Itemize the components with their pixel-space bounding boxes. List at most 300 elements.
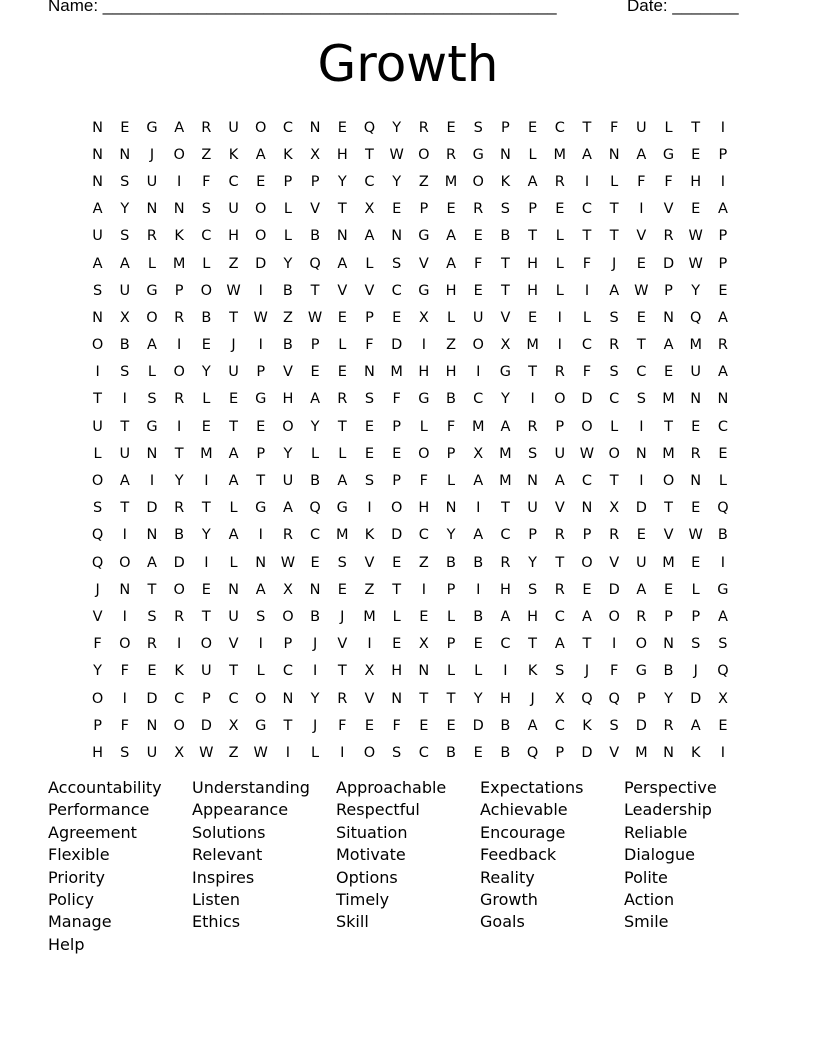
grid-letter: O bbox=[581, 418, 593, 435]
grid-letter: N bbox=[146, 201, 158, 218]
grid-letter: S bbox=[500, 201, 511, 218]
grid-letter: E bbox=[691, 418, 701, 435]
grid-letter: K bbox=[690, 744, 701, 761]
grid-letter: R bbox=[445, 146, 457, 163]
grid-letter: L bbox=[283, 228, 292, 245]
grid-letter: A bbox=[92, 255, 103, 272]
grid-letter: Y bbox=[283, 255, 293, 272]
grid-letter: S bbox=[147, 608, 157, 625]
grid-letter: R bbox=[609, 527, 620, 544]
grid-letter: A bbox=[717, 364, 728, 381]
grid-letter: L bbox=[474, 663, 483, 680]
grid-letter: T bbox=[636, 337, 646, 354]
grid-letter: X bbox=[364, 201, 375, 218]
grid-letter: H bbox=[418, 364, 430, 381]
grid-letter: Q bbox=[526, 744, 539, 761]
grid-letter: U bbox=[472, 309, 484, 326]
grid-letter: Z bbox=[418, 554, 429, 571]
grid-letter: G bbox=[146, 282, 158, 299]
grid-letter: V bbox=[636, 228, 647, 245]
grid-letter: T bbox=[446, 690, 456, 707]
word-list-item: Flexible bbox=[48, 845, 110, 865]
grid-letter: N bbox=[608, 146, 620, 163]
grid-letter: N bbox=[391, 228, 403, 245]
grid-letter: N bbox=[228, 581, 239, 598]
grid-letter: F bbox=[664, 173, 673, 190]
grid-letter: I bbox=[122, 527, 127, 544]
word-list-item: Situation bbox=[336, 822, 408, 842]
grid-letter: O bbox=[119, 554, 131, 571]
grid-letter: W bbox=[307, 309, 323, 326]
grid-letter: T bbox=[229, 418, 238, 435]
grid-letter: L bbox=[147, 364, 157, 381]
word-list-item: Performance bbox=[48, 800, 150, 820]
grid-letter: M bbox=[390, 364, 403, 381]
grid-letter: Y bbox=[283, 445, 293, 462]
grid-letter: J bbox=[340, 608, 345, 625]
grid-letter: E bbox=[392, 554, 402, 571]
grid-letter: F bbox=[446, 418, 456, 435]
grid-letter: R bbox=[527, 418, 538, 435]
grid-letter: V bbox=[337, 636, 348, 653]
grid-letter: S bbox=[609, 364, 619, 381]
grid-letter: I bbox=[720, 554, 726, 571]
grid-letter: T bbox=[201, 608, 211, 625]
grid-letter: R bbox=[500, 554, 511, 571]
grid-letter: S bbox=[120, 228, 130, 245]
grid-letter: X bbox=[473, 445, 484, 462]
grid-letter: P bbox=[664, 282, 673, 299]
grid-letter: E bbox=[446, 119, 456, 136]
grid-letter: E bbox=[392, 445, 402, 462]
grid-letter: I bbox=[476, 581, 481, 598]
grid-letter: C bbox=[282, 663, 293, 680]
name-field-label: Name: ________________________________________________ bbox=[48, 0, 557, 15]
grid-letter: B bbox=[174, 527, 185, 544]
grid-letter: C bbox=[500, 636, 511, 653]
grid-letter: B bbox=[500, 717, 511, 734]
grid-letter: V bbox=[418, 255, 429, 272]
grid-letter: B bbox=[282, 337, 293, 354]
grid-letter: R bbox=[717, 337, 728, 354]
grid-letter: S bbox=[636, 391, 646, 408]
grid-letter: W bbox=[253, 309, 268, 326]
grid-letter: T bbox=[201, 500, 211, 517]
grid-letter: W bbox=[389, 146, 404, 163]
grid-letter: G bbox=[146, 418, 158, 435]
grid-letter: E bbox=[364, 445, 375, 462]
grid-letter: C bbox=[228, 173, 239, 190]
grid-letter: I bbox=[584, 282, 590, 299]
grid-letter: T bbox=[256, 473, 266, 490]
grid-letter: E bbox=[256, 173, 266, 190]
grid-letter: L bbox=[664, 119, 673, 136]
grid-letter: B bbox=[663, 663, 674, 680]
grid-letter: P bbox=[201, 690, 211, 707]
grid-letter: Z bbox=[446, 337, 456, 354]
grid-letter: L bbox=[582, 309, 592, 326]
grid-letter: R bbox=[554, 527, 565, 544]
grid-letter: R bbox=[636, 608, 647, 625]
grid-letter: R bbox=[201, 119, 212, 136]
grid-letter: Q bbox=[309, 500, 321, 517]
grid-letter: A bbox=[717, 608, 728, 625]
grid-letter: L bbox=[610, 418, 619, 435]
grid-letter: F bbox=[582, 364, 592, 381]
grid-letter: Q bbox=[91, 554, 104, 571]
grid-letter: A bbox=[310, 391, 321, 408]
grid-letter: A bbox=[228, 473, 239, 490]
grid-letter: I bbox=[421, 581, 426, 598]
grid-letter: I bbox=[639, 418, 644, 435]
word-list-item: Motivate bbox=[336, 845, 406, 865]
grid-letter: A bbox=[473, 473, 484, 490]
grid-letter: R bbox=[690, 445, 701, 462]
grid-letter: N bbox=[690, 473, 702, 490]
grid-letter: M bbox=[553, 146, 567, 163]
grid-letter: N bbox=[119, 581, 131, 598]
grid-letter: E bbox=[201, 418, 211, 435]
grid-letter: B bbox=[446, 744, 456, 761]
grid-letter: N bbox=[255, 554, 267, 571]
grid-letter: T bbox=[147, 581, 157, 598]
grid-letter: A bbox=[119, 255, 130, 272]
grid-letter: I bbox=[557, 309, 562, 326]
grid-letter: T bbox=[609, 228, 619, 245]
grid-letter: E bbox=[718, 717, 728, 734]
grid-letter: A bbox=[554, 473, 565, 490]
grid-letter: F bbox=[609, 119, 619, 136]
grid-letter: W bbox=[688, 255, 703, 272]
word-list-item: Leadership bbox=[624, 800, 712, 820]
word-list-item: Approachable bbox=[336, 778, 447, 797]
grid-letter: B bbox=[500, 228, 511, 245]
grid-letter: P bbox=[310, 337, 320, 354]
grid-letter: E bbox=[392, 309, 402, 326]
grid-letter: V bbox=[228, 636, 239, 653]
grid-letter: E bbox=[528, 309, 538, 326]
grid-letter: E bbox=[256, 418, 266, 435]
grid-letter: U bbox=[146, 173, 158, 190]
grid-letter: G bbox=[255, 500, 267, 517]
grid-letter: N bbox=[663, 309, 674, 326]
grid-letter: I bbox=[258, 527, 263, 544]
grid-letter: G bbox=[717, 581, 729, 598]
word-list-item: Help bbox=[48, 934, 85, 954]
grid-letter: E bbox=[337, 309, 347, 326]
grid-letter: E bbox=[419, 717, 429, 734]
grid-letter: T bbox=[528, 364, 538, 381]
grid-letter: E bbox=[691, 201, 701, 218]
grid-letter: U bbox=[228, 201, 239, 218]
grid-letter: T bbox=[500, 255, 510, 272]
grid-letter: P bbox=[636, 690, 646, 707]
grid-letter: I bbox=[421, 337, 426, 354]
grid-letter: O bbox=[255, 201, 267, 218]
grid-letter: N bbox=[146, 445, 158, 462]
grid-letter: L bbox=[610, 173, 619, 190]
grid-letter: I bbox=[367, 636, 372, 653]
grid-letter: Y bbox=[93, 663, 103, 680]
grid-letter: E bbox=[636, 527, 646, 544]
grid-letter: N bbox=[173, 201, 185, 218]
grid-letter: A bbox=[609, 282, 620, 299]
grid-letter: D bbox=[200, 717, 212, 734]
grid-letter: L bbox=[555, 282, 564, 299]
grid-letter: F bbox=[365, 337, 374, 354]
grid-letter: C bbox=[174, 690, 185, 707]
grid-letter: O bbox=[173, 146, 185, 163]
grid-letter: P bbox=[365, 309, 374, 326]
grid-letter: A bbox=[228, 527, 239, 544]
grid-letter: A bbox=[255, 146, 266, 163]
grid-letter: H bbox=[228, 228, 239, 245]
grid-letter: G bbox=[662, 146, 675, 163]
grid-letter: E bbox=[473, 744, 483, 761]
grid-letter: E bbox=[663, 364, 674, 381]
grid-letter: C bbox=[581, 473, 593, 490]
grid-letter: I bbox=[122, 391, 127, 408]
grid-letter: M bbox=[499, 445, 512, 462]
grid-letter: O bbox=[608, 445, 620, 462]
grid-letter: X bbox=[282, 581, 293, 598]
grid-letter: P bbox=[174, 282, 184, 299]
grid-letter: O bbox=[554, 391, 566, 408]
grid-letter: G bbox=[499, 364, 512, 381]
grid-letter: T bbox=[310, 282, 320, 299]
grid-letter: L bbox=[256, 663, 265, 680]
grid-letter: S bbox=[364, 391, 375, 408]
grid-letter: L bbox=[691, 581, 700, 598]
grid-letter: F bbox=[392, 391, 401, 408]
grid-letter: O bbox=[173, 581, 185, 598]
grid-letter: P bbox=[256, 445, 266, 462]
grid-letter: P bbox=[691, 608, 701, 625]
grid-letter: A bbox=[717, 309, 728, 326]
grid-letter: L bbox=[229, 500, 238, 517]
word-list-item: Reliable bbox=[624, 822, 688, 842]
grid-letter: L bbox=[446, 608, 456, 625]
grid-letter: I bbox=[258, 337, 263, 354]
grid-letter: Y bbox=[337, 173, 347, 190]
grid-letter: H bbox=[282, 391, 294, 408]
grid-letter: Q bbox=[690, 309, 702, 326]
grid-letter: A bbox=[228, 445, 239, 462]
grid-letter: J bbox=[95, 581, 100, 598]
grid-letter: O bbox=[255, 119, 267, 136]
grid-letter: S bbox=[201, 201, 211, 218]
grid-letter: R bbox=[146, 636, 157, 653]
grid-letter: X bbox=[418, 636, 429, 653]
grid-letter: T bbox=[609, 201, 619, 218]
grid-letter: A bbox=[554, 636, 565, 653]
grid-letter: Z bbox=[418, 173, 429, 190]
grid-letter: U bbox=[690, 364, 702, 381]
grid-letter: V bbox=[554, 500, 565, 517]
grid-letter: Z bbox=[201, 146, 212, 163]
grid-letter: N bbox=[527, 473, 539, 490]
grid-letter: A bbox=[473, 527, 484, 544]
grid-letter: T bbox=[664, 500, 673, 517]
grid-letter: H bbox=[499, 690, 511, 707]
grid-letter: H bbox=[445, 364, 457, 381]
grid-letter: N bbox=[445, 500, 457, 517]
grid-letter: P bbox=[664, 608, 673, 625]
grid-letter: H bbox=[527, 608, 539, 625]
grid-letter: T bbox=[691, 119, 701, 136]
grid-letter: U bbox=[92, 228, 103, 245]
grid-letter: S bbox=[92, 500, 103, 517]
grid-letter: B bbox=[310, 608, 321, 625]
grid-letter: T bbox=[528, 228, 538, 245]
grid-letter: A bbox=[527, 173, 538, 190]
grid-letter: Y bbox=[446, 527, 456, 544]
grid-letter: I bbox=[177, 173, 182, 190]
grid-letter: Y bbox=[310, 418, 320, 435]
grid-letter: A bbox=[582, 146, 592, 163]
word-list-item: Encourage bbox=[480, 822, 566, 842]
grid-letter: T bbox=[419, 690, 429, 707]
word-list-item: Policy bbox=[48, 889, 95, 909]
grid-letter: Y bbox=[473, 690, 483, 707]
grid-letter: C bbox=[473, 391, 484, 408]
grid-letter: D bbox=[255, 255, 267, 272]
grid-letter: A bbox=[446, 255, 456, 272]
grid-letter: E bbox=[691, 146, 701, 163]
grid-letter: A bbox=[337, 255, 348, 272]
grid-letter: M bbox=[200, 445, 213, 462]
grid-letter: E bbox=[691, 500, 701, 517]
grid-letter: G bbox=[472, 146, 484, 163]
grid-letter: S bbox=[555, 663, 565, 680]
grid-letter: C bbox=[364, 173, 375, 190]
grid-letter: I bbox=[530, 391, 535, 408]
grid-letter: E bbox=[310, 364, 320, 381]
grid-letter: G bbox=[418, 282, 430, 299]
grid-letter: P bbox=[718, 228, 728, 245]
grid-letter: X bbox=[418, 309, 429, 326]
grid-letter: K bbox=[500, 173, 511, 190]
grid-letter: E bbox=[446, 201, 456, 218]
grid-letter: N bbox=[499, 146, 511, 163]
grid-letter: A bbox=[500, 608, 511, 625]
grid-letter: H bbox=[690, 173, 702, 190]
grid-letter: A bbox=[147, 337, 157, 354]
grid-letter: R bbox=[174, 391, 185, 408]
grid-letter: D bbox=[173, 554, 185, 571]
grid-letter: K bbox=[283, 146, 293, 163]
grid-letter: E bbox=[337, 364, 347, 381]
grid-letter: W bbox=[253, 744, 268, 761]
grid-letter: N bbox=[391, 690, 403, 707]
grid-letter: F bbox=[474, 255, 483, 272]
grid-letter: N bbox=[364, 364, 375, 381]
word-list-item: Accountability bbox=[48, 778, 162, 797]
grid-letter: N bbox=[119, 146, 131, 163]
grid-letter: L bbox=[365, 255, 374, 272]
grid-letter: N bbox=[146, 717, 158, 734]
grid-letter: A bbox=[582, 608, 592, 625]
grid-letter: M bbox=[662, 445, 675, 462]
grid-letter: I bbox=[204, 473, 209, 490]
grid-letter: A bbox=[147, 554, 157, 571]
grid-letter: S bbox=[392, 744, 402, 761]
grid-letter: F bbox=[93, 636, 102, 653]
grid-letter: J bbox=[312, 717, 318, 734]
grid-letter: T bbox=[582, 636, 592, 653]
grid-letter: J bbox=[149, 146, 155, 163]
grid-letter: E bbox=[663, 581, 674, 598]
grid-letter: B bbox=[446, 554, 456, 571]
grid-letter: F bbox=[419, 473, 429, 490]
grid-letter: G bbox=[635, 663, 647, 680]
grid-letter: L bbox=[311, 744, 320, 761]
grid-letter: B bbox=[446, 391, 456, 408]
word-list-item: Timely bbox=[336, 889, 390, 909]
grid-letter: R bbox=[554, 173, 565, 190]
grid-letter: D bbox=[635, 717, 647, 734]
grid-letter: B bbox=[473, 554, 484, 571]
grid-letter: X bbox=[364, 663, 375, 680]
grid-letter: A bbox=[174, 119, 185, 136]
grid-letter: X bbox=[174, 744, 185, 761]
grid-letter: P bbox=[555, 744, 565, 761]
grid-letter: M bbox=[471, 418, 485, 435]
letter-grid bbox=[84, 114, 737, 767]
grid-letter: I bbox=[557, 337, 562, 354]
grid-letter: R bbox=[663, 717, 674, 734]
grid-letter: N bbox=[690, 391, 702, 408]
grid-letter: S bbox=[691, 636, 701, 653]
grid-letter: T bbox=[229, 663, 238, 680]
grid-letter: T bbox=[120, 418, 130, 435]
grid-letter: I bbox=[720, 744, 726, 761]
grid-letter: O bbox=[363, 744, 376, 761]
grid-letter: I bbox=[720, 173, 726, 190]
grid-letter: I bbox=[476, 364, 481, 381]
grid-letter: F bbox=[120, 663, 129, 680]
grid-letter: S bbox=[92, 282, 103, 299]
grid-letter: L bbox=[147, 255, 157, 272]
grid-letter: L bbox=[555, 228, 564, 245]
grid-letter: I bbox=[204, 554, 209, 571]
grid-letter: L bbox=[229, 554, 238, 571]
grid-letter: T bbox=[174, 445, 184, 462]
grid-letter: O bbox=[662, 473, 675, 490]
grid-letter: P bbox=[446, 581, 456, 598]
date-field-label: Date: _______ bbox=[627, 0, 739, 15]
grid-letter: D bbox=[635, 500, 647, 517]
grid-letter: L bbox=[419, 418, 428, 435]
grid-letter: P bbox=[256, 364, 266, 381]
grid-letter: R bbox=[337, 391, 348, 408]
grid-letter: V bbox=[364, 690, 375, 707]
grid-letter: O bbox=[91, 690, 104, 707]
grid-letter: Y bbox=[310, 690, 320, 707]
grid-letter: E bbox=[337, 581, 347, 598]
grid-letter: E bbox=[636, 309, 646, 326]
grid-letter: R bbox=[663, 228, 674, 245]
grid-letter: S bbox=[473, 119, 483, 136]
grid-letter: J bbox=[530, 690, 535, 707]
grid-letter: N bbox=[418, 663, 430, 680]
grid-letter: T bbox=[283, 717, 293, 734]
grid-letter: P bbox=[93, 717, 102, 734]
grid-letter: U bbox=[228, 364, 239, 381]
grid-letter: W bbox=[634, 282, 649, 299]
grid-letter: C bbox=[391, 282, 402, 299]
grid-letter: T bbox=[392, 581, 402, 598]
